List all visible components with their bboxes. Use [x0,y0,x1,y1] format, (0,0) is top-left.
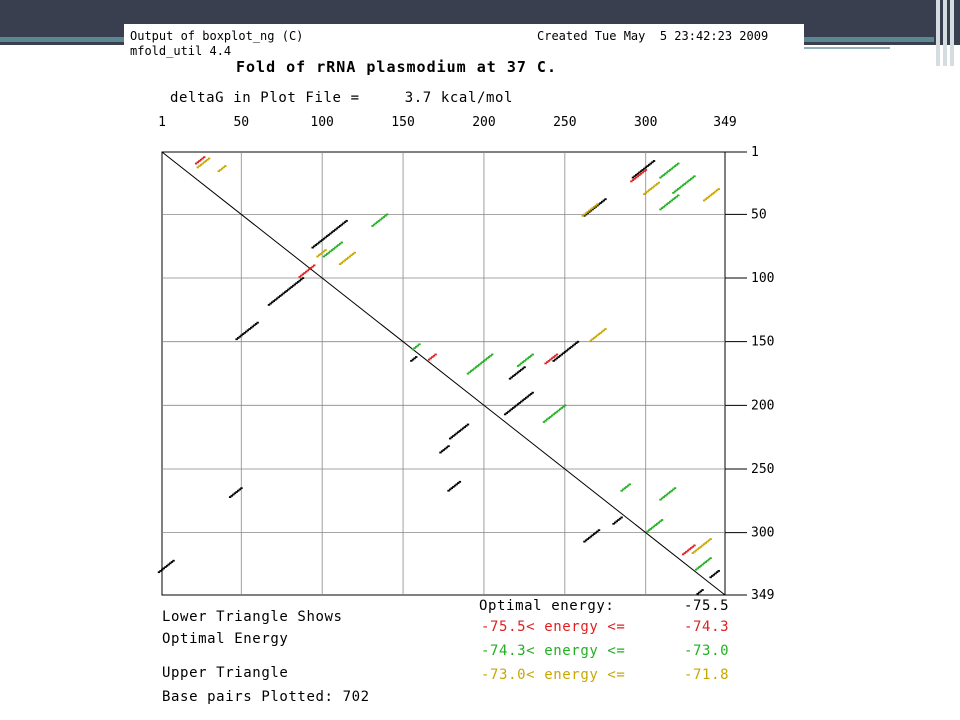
legend-range-red: -75.5< energy <= [481,619,626,635]
base-pairs-label: Base pairs Plotted: 702 [162,689,370,705]
main-diagonal [162,152,725,595]
x-tick-label: 50 [233,115,250,130]
base-pair-dot [659,499,661,501]
slide-decoration-bar [950,0,954,66]
base-pair-dot [439,452,441,454]
base-pair-dot [235,338,237,340]
base-pair-dot [672,192,674,194]
y-tick-label: 150 [751,334,775,350]
base-pair-dot [299,276,301,278]
base-pair-dot [517,365,519,367]
base-pair-dot [504,413,506,415]
base-pair-dot [620,490,622,492]
base-pair-dot [412,349,414,351]
base-pair-dot [323,256,325,258]
y-tick-label: 250 [751,461,775,477]
y-tick-label: 200 [751,398,775,414]
base-pair-dot [583,541,585,543]
version-label: mfold_util 4.4 [130,44,232,58]
slide-accent-line-right [804,37,934,42]
y-tick-label: 50 [751,207,767,223]
x-tick-label: 200 [472,115,496,130]
optimal-energy-value: -75.5 [684,598,730,614]
base-pair-dot [449,438,451,440]
base-pair-dot [316,256,318,258]
base-pair-dot [582,215,584,217]
y-tick-label: 100 [751,271,775,287]
base-pair-dot [410,360,412,362]
x-tick-label: 150 [391,115,415,130]
base-pair-dot [646,531,648,533]
dot-plot-figure [124,24,804,720]
lower-triangle-label-2: Optimal Energy [162,631,289,647]
legend-range-yellow: -73.0< energy <= [481,667,626,683]
base-pair-dot [339,263,341,265]
base-pair-dot [643,193,645,195]
x-tick-label: 349 [713,115,737,130]
slide-decoration-bar [936,0,940,66]
base-pair-dot [195,163,197,165]
created-label: Created Tue May 5 23:42:23 2009 [537,29,769,43]
legend-value-red: -74.3 [684,619,730,635]
base-pair-dot [158,571,160,573]
slide-accent-line-right-thin [804,47,890,49]
base-pair-dot [709,576,711,578]
base-pair-dot [467,373,469,375]
base-pair-dot [311,247,313,249]
base-pair-dot [218,170,220,172]
base-pair-dot [553,360,555,362]
base-pair-dot [544,363,546,365]
base-pair-dot [371,225,373,227]
optimal-energy-label: Optimal energy: [479,598,615,614]
base-pair-dot [428,359,430,361]
base-pair-dot [696,593,698,595]
deltag-label: deltaG in Plot File = 3.7 kcal/mol [170,90,514,106]
base-pair-dot [692,552,694,554]
slide-accent-line-left [0,37,128,42]
base-pair-dot [543,421,545,423]
base-pair-dot [630,180,632,182]
y-tick-label: 349 [751,588,775,603]
base-pair-dot [590,340,592,342]
legend-value-green: -73.0 [684,643,730,659]
x-tick-label: 100 [310,115,334,130]
program-label: Output of boxplot_ng (C) [130,29,304,43]
chart-title: Fold of rRNA plasmodium at 37 C. [236,58,557,76]
upper-triangle-label: Upper Triangle [162,665,289,681]
base-pair-dot [659,208,661,210]
slide-decoration-bar [943,0,947,66]
base-pair-dot [447,490,449,492]
base-pair-dot [682,553,684,555]
base-pair-dot [703,200,705,202]
legend-value-yellow: -71.8 [684,667,730,683]
base-pair-dot [659,177,661,179]
base-pair-dot [197,166,199,168]
base-pair-dot [509,378,511,380]
x-tick-label: 1 [158,115,166,130]
base-pair-dot [695,569,697,571]
base-pair-dot [612,523,614,525]
base-pair-dot [268,304,270,306]
legend-range-green: -74.3< energy <= [481,643,626,659]
x-tick-label: 300 [633,115,658,130]
x-tick-label: 250 [553,115,577,130]
y-tick-label: 300 [751,525,775,541]
y-tick-label: 1 [751,145,759,160]
lower-triangle-label: Lower Triangle Shows [162,609,343,625]
base-pair-dot [229,496,231,498]
